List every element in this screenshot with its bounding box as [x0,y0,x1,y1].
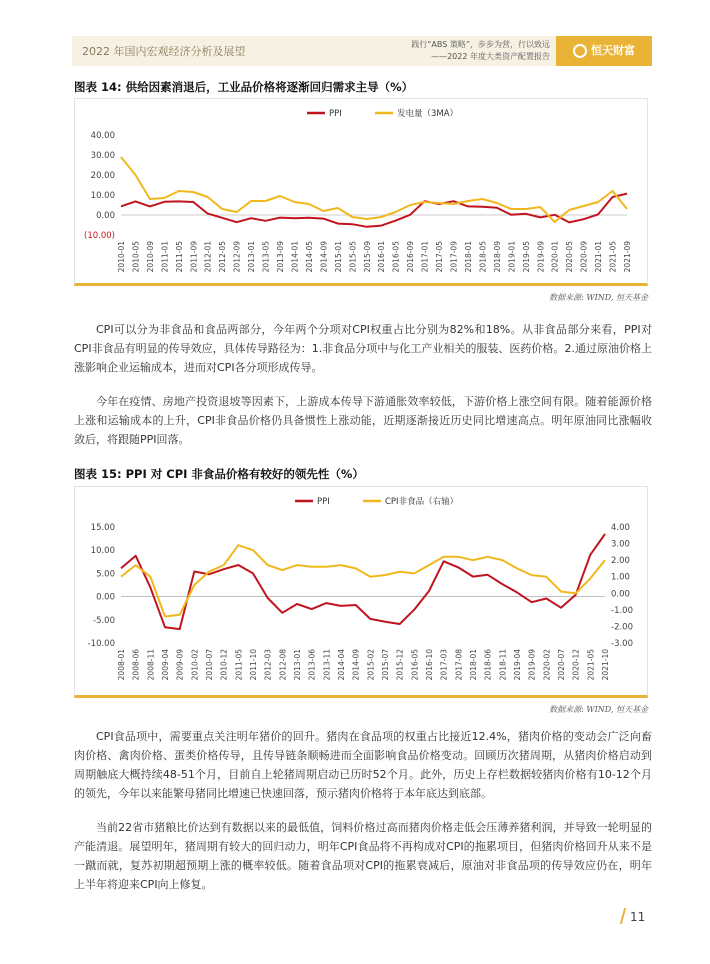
x-tick-label: 2017-05 [435,241,445,273]
legend-label-2: CPI非食品（右轴） [385,497,459,507]
y2-tick-label: -1.00 [611,605,633,616]
x-tick-label: 2016-05 [410,649,420,681]
figure15-title: 图表 15: PPI 对 CPI 非食品价格有较好的领先性（%） [74,467,364,481]
series-line-2 [121,545,605,616]
paragraph-4: 当前22省市猪粮比价达到有数据以来的最低值，饲料价格过高而猪肉价格走低会压薄养猪利润，并导致一轮明显的产能清退。展望明年，猪周期有较大的回归动力，明年CPI食品将不再构成对CPI的拖累项目，但猪肉价格回升从来不是一蹴而就，复苏初期超预期上涨的概率较低。随着食品项对CPI的拖累衰减后，原油对非食品项的传导效应仍在，明年上半年将迎来CPI向上修复。 [74,821,652,891]
paragraph-1: CPI可以分为非食品和食品两部分，今年两个分项对CPI权重占比分别为82%和18%。从非食品部分来看，PPI对CPI非食品有明显的传导效应，具体传导路径为：1.非食品分项中与化工产业相关的服装、医药价格。2.通过原油价格上涨影响企业运输成本，进而对CPI各分项形成传导。 [74,323,652,374]
logo-text: 恒天财富 [591,44,635,57]
x-tick-label: 2013-11 [322,649,332,681]
series-line-2 [121,157,627,222]
x-tick-label: 2011-05 [234,649,244,681]
header-subtitle-line2: ——2022 年度大类资产配置报告 [431,52,550,61]
y-tick-label: 20.00 [90,171,115,181]
y2-tick-label: -2.00 [611,622,633,633]
figure14-chart [74,98,648,286]
y-tick-label: -10.00 [87,639,115,649]
x-tick-label: 2012-09 [232,241,242,273]
x-tick-label: 2021-01 [594,241,604,273]
y2-tick-label: -3.00 [611,639,633,649]
x-tick-label: 2013-06 [307,649,317,681]
x-tick-label: 2019-09 [536,241,546,273]
page-header [72,36,652,66]
x-tick-label: 2010-05 [131,241,141,273]
y-tick-label: 15.00 [90,523,115,533]
x-tick-label: 2020-07 [557,649,566,681]
legend-label-1: PPI [317,497,330,507]
x-tick-label: 2015-01 [333,241,343,273]
y2-tick-label: 2.00 [611,556,630,567]
figure14-svg [75,99,649,284]
x-tick-label: 2014-05 [304,241,314,273]
x-tick-label: 2018-06 [483,649,493,681]
x-tick-label: 2020-12 [571,649,581,681]
y2-tick-label: 4.00 [611,523,630,533]
x-tick-label: 2008-01 [117,649,126,681]
x-tick-label: 2018-09 [492,241,502,273]
x-tick-label: 2015-09 [362,241,372,273]
figure15-svg [75,487,649,696]
x-tick-label: 2013-01 [247,241,257,273]
x-tick-label: 2009-09 [175,649,185,681]
paragraph-2: 今年在疫情、房地产投资退坡等因素下，上游成本传导下游通胀效率较低，下游价格上涨空间有限。随着能源价格上涨和运输成本的上升，CPI非食品价格仍具备惯性上涨动能，近期逐渐接近历史同比增速高点。明年原油同比涨幅收敛后，将跟随PPI回落。 [74,395,652,446]
x-tick-label: 2020-01 [550,241,560,273]
x-tick-label: 2015-12 [395,649,405,681]
paragraph-3: CPI食品项中，需要重点关注明年猪价的回升。猪肉在食品项的权重占比接近12.4%，猪肉价格的变动会广泛向畜肉价格、禽肉价格、蛋类价格传导，且传导链条顺畅进而全面影响食品价格变动。回顾历次猪周期，从猪肉价格启动到周期触底大概持续48-51个月，目前自上轮猪周期启动已历时52个月。此外，历史上存栏数据较猪肉价格有10-12个月的领先，今年以来能繁母猪同比增速已快速回落，预示猪肉价格将于本年底达到底部。 [74,730,652,800]
x-tick-label: 2012-08 [278,649,288,681]
x-tick-label: 2008-11 [146,649,156,681]
figure14-title: 图表 14: 供给因素消退后，工业品价格将逐渐回归需求主导（%） [74,80,414,94]
x-tick-label: 2021-09 [623,241,632,273]
y-tick-label: 0.00 [96,592,115,603]
x-tick-label: 2013-09 [276,241,286,273]
x-tick-label: 2011-01 [160,241,170,273]
x-tick-label: 2010-02 [190,649,200,681]
x-tick-label: 2010-09 [145,241,155,273]
y-tick-label: 5.00 [96,569,115,580]
x-tick-label: 2018-01 [463,241,473,273]
series-line-1 [121,534,605,629]
x-tick-label: 2012-01 [203,241,213,273]
y2-tick-label: 3.00 [611,539,630,550]
y-tick-label: 10.00 [90,546,115,557]
header-subtitle [411,39,550,63]
x-tick-label: 2012-05 [218,241,228,273]
x-tick-label: 2019-01 [507,241,517,273]
legend-label-1: PPI [329,109,342,119]
header-subtitle-line1: 践行“ABS 策略”，步步为营，行以致远 [411,40,550,49]
x-tick-label: 2011-05 [174,241,184,273]
x-tick-label: 2018-01 [469,649,478,681]
x-tick-label: 2014-01 [290,241,300,273]
x-tick-label: 2021-05 [586,649,596,681]
x-tick-label: 2015-02 [366,649,376,681]
logo-icon [573,44,587,58]
x-tick-label: 2020-09 [579,240,589,273]
x-tick-label: 2011-10 [249,649,258,681]
figure15-source: 数据来源: WIND, 恒天基金 [549,705,648,714]
x-tick-label: 2015-07 [381,649,390,681]
x-tick-label: 2016-10 [425,649,434,681]
x-tick-label: 2020-02 [542,649,552,681]
x-tick-label: 2017-01 [420,241,430,273]
x-tick-label: 2010-12 [219,649,229,681]
x-tick-label: 2019-09 [527,649,537,681]
header-title: 2022 年国内宏观经济分析及展望 [82,45,246,58]
figure15-chart [74,486,648,698]
figure14-source: 数据来源: WIND, 恒天基金 [549,293,648,302]
x-tick-label: 2017-08 [454,649,464,681]
series-line-1 [121,194,627,227]
x-tick-label: 2013-01 [293,649,302,681]
x-tick-label: 2016-05 [391,241,401,273]
y-tick-label: 30.00 [90,151,115,161]
x-tick-label: 2019-05 [521,241,531,273]
x-tick-label: 2017-03 [439,649,449,681]
y-tick-label: -5.00 [93,615,115,626]
y2-tick-label: 0.00 [611,589,630,600]
y-tick-label: (10.00) [84,231,115,241]
x-tick-label: 2014-09 [351,649,361,681]
y-tick-label: 10.00 [90,191,115,201]
x-tick-label: 2009-04 [161,649,170,681]
x-tick-label: 2018-11 [498,649,508,681]
y2-tick-label: 1.00 [611,572,630,583]
x-tick-label: 2012-03 [263,649,273,681]
brand-logo [556,36,652,66]
x-tick-label: 2016-09 [406,241,416,273]
x-tick-label: 2010-07 [205,649,214,681]
x-tick-label: 2021-05 [608,241,618,273]
x-tick-label: 2017-09 [449,241,459,273]
page-number: 11 [630,910,646,924]
x-tick-label: 2020-05 [565,240,575,273]
x-tick-label: 2018-05 [478,241,488,273]
y-tick-label: 0.00 [96,211,115,221]
x-tick-label: 2014-09 [319,241,329,273]
x-tick-label: 2010-01 [117,241,126,273]
legend-label-2: 发电量（3MA） [397,109,459,119]
x-tick-label: 2014-04 [337,649,346,681]
x-tick-label: 2008-06 [131,649,141,681]
x-tick-label: 2013-05 [261,241,271,273]
x-tick-label: 2019-04 [513,649,522,681]
y-tick-label: 40.00 [90,131,115,141]
x-tick-label: 2015-05 [348,241,358,273]
x-tick-label: 2011-09 [189,241,199,273]
x-tick-label: 2016-01 [377,241,387,273]
page-number-accent [620,908,626,924]
x-tick-label: 2021-10 [601,649,610,681]
